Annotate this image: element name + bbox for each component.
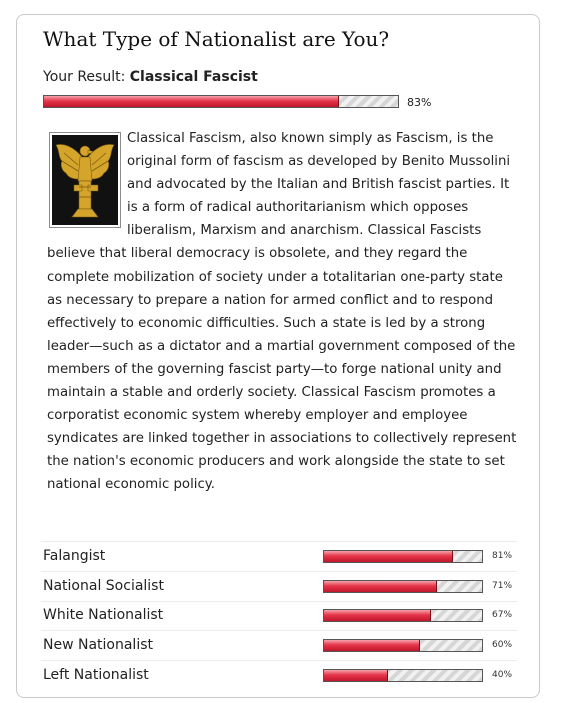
result-progress-fill xyxy=(44,96,339,107)
other-result-label: National Socialist xyxy=(43,578,164,594)
result-prefix: Your Result: xyxy=(43,69,126,85)
divider xyxy=(41,660,517,661)
quiz-result-card xyxy=(16,14,540,698)
description-text: Classical Fascism, also known simply as Fascism, is the original form of fascism as developed by Benito Mussolini and advocated by the Italian and British fascist parties. It is a form of radical authoritarianism which opposes liberalism, Marxism and anarchism. Classical Fascists believe that liberal democracy is obsolete, and they regard the complete mobilization of society under a totalitarian one-party state as necessary to prepare a nation for armed conflict and to respond effectively to economic difficulties. Such a state is led by a strong leader—such as a dictator and a martial government composed of the members of the governing fascist party—to forge national unity and maintain a stable and orderly society. Classical Fascism promotes a corporatist economic system whereby employer and employee syndicates are linked together in associations to collectively represent the nation's economic producers and work alongside the state to set national economic policy. xyxy=(47,131,517,493)
other-result-label: New Nationalist xyxy=(43,637,153,653)
other-result-bar xyxy=(323,669,483,682)
other-result-fill xyxy=(324,640,420,651)
other-result-bar xyxy=(323,609,483,622)
other-result-fill xyxy=(324,551,453,562)
other-result-bar xyxy=(323,580,483,593)
other-result-fill xyxy=(324,581,437,592)
other-result-label: Left Nationalist xyxy=(43,667,149,683)
divider xyxy=(41,630,517,631)
other-result-fill xyxy=(324,670,388,681)
other-result-label: Falangist xyxy=(43,548,106,564)
other-result-label: White Nationalist xyxy=(43,607,164,623)
other-result-percent: 81% xyxy=(492,551,513,561)
page-title: What Type of Nationalist are You? xyxy=(43,27,390,51)
result-name: Classical Fascist xyxy=(129,69,258,85)
other-result-percent: 67% xyxy=(492,610,513,620)
result-description xyxy=(47,127,517,497)
other-result-percent: 71% xyxy=(492,581,513,591)
your-result-line xyxy=(43,69,258,85)
result-progress-bar xyxy=(43,95,399,108)
divider xyxy=(41,571,517,572)
emblem-spacer xyxy=(47,127,123,223)
divider xyxy=(41,601,517,602)
other-result-percent: 60% xyxy=(492,640,513,650)
result-percent: 83% xyxy=(407,96,432,109)
other-result-bar xyxy=(323,639,483,652)
divider xyxy=(41,541,517,542)
other-result-percent: 40% xyxy=(492,670,513,680)
other-result-fill xyxy=(324,610,431,621)
other-result-bar xyxy=(323,550,483,563)
